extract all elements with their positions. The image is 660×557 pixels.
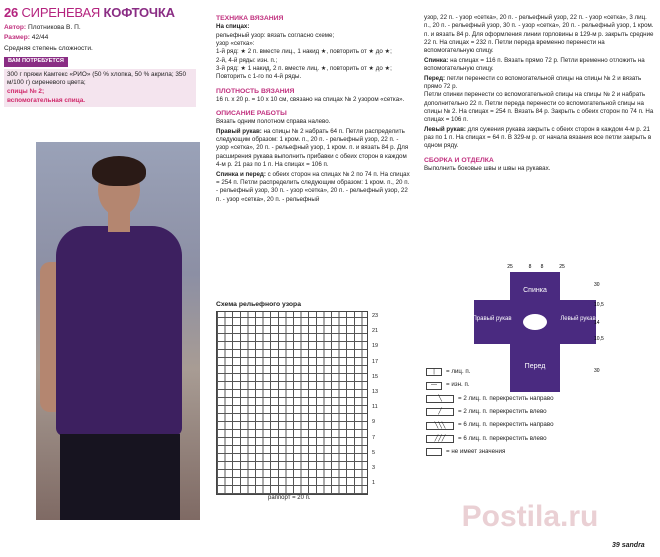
svg-text:14: 14 [594, 320, 600, 326]
legend-item: | = лиц. п. [426, 368, 656, 376]
svg-text:10,5: 10,5 [594, 336, 604, 342]
chart-row-number: 17 [372, 358, 379, 365]
materials-bar: ВАМ ПОТРЕБУЕТСЯ [4, 57, 68, 67]
density-heading: ПЛОТНОСТЬ ВЯЗАНИЯ [216, 87, 295, 95]
label-left-sleeve: Левый рукав [560, 316, 596, 322]
chart-row-number: 15 [372, 373, 379, 380]
svg-text:8: 8 [540, 264, 544, 270]
chart-rapport: раппорт = 20 п. [268, 495, 311, 501]
svg-text:10,5: 10,5 [594, 302, 604, 308]
author-line: Автор: Плотникова В. П. [4, 23, 81, 31]
chart-row-number: 1 [372, 480, 376, 487]
technique-column: ТЕХНИКА ВЯЗАНИЯ На спицах: рельефный узор: вязать согласно схеме; узор «сетка»: 1-й ряд: ★ 2 п. вместе лиц., 1 накид ★, повторить от ★ до ★; 2-й, 4-й ряды: изн. п.; 3-й ряд: ★ 1 накид, 2 п. вместе лиц. ★, повторить от ★ до ★; Повторить с 1-го по 4-й ряды. ПЛОТНОСТЬ ВЯЗАНИЯ 16 п. х 20 р. = 10 х 10 см, связано на спицах № 2 узором «сетка». ОПИСАНИЕ РАБОТЫ Вязать одним полотном справа налево. Правый рукав: на спицы № 2 набрать 64 п. Петли распределить следующим образом: 1 кром. п., 20 п. - рельефный узор, 22 п. - узор «сетка», 20 п. - рельефный узор, 1 кром. п. и вязать 84 р. Для расширения рукава выполнить прибавки с обеих сторон в каждом 4-м р. 21 раз по 1 п. На спицах = 106 п. Спинка и перед: с обеих сторон на спицах № 2 по 74 п. На спицах = 254 п. Петли распределить следующим образом: 1 кром. п., 20 п. - рельефный узор, 30 п. - узор «сетка», 20 п. - рельефный узор, 22 п. - узор «сетка», 20 п. - рельефный [216, 15, 410, 203]
work-heading: ОПИСАНИЕ РАБОТЫ [216, 110, 287, 118]
chart-row-number: 5 [372, 449, 376, 456]
chart-row-number: 19 [372, 343, 379, 350]
watermark: Postila.ru [461, 499, 599, 533]
label-right-sleeve: Правый рукав [472, 316, 512, 322]
legend-item: — = изн. п. [426, 381, 656, 389]
chart-row-number: 3 [372, 465, 376, 471]
article-title: 26 СИРЕНЕВАЯ КОФТОЧКА [4, 5, 175, 20]
assembly-heading: СБОРКА И ОТДЕЛКА [424, 156, 494, 164]
page-number: 39 sandra [612, 542, 645, 549]
svg-text:30: 30 [594, 282, 600, 288]
svg-text:8: 8 [528, 264, 532, 270]
legend-item: ╲ = 2 лиц. п. перекрестить направо [426, 395, 656, 403]
chart-row-number: 23 [372, 313, 379, 319]
label-front: Перед [524, 363, 546, 370]
chart-row-number: 7 [372, 434, 376, 441]
legend-item: ╱╱╱ = 6 лиц. п. перекрестить влево [426, 435, 656, 443]
model-photo [36, 142, 200, 520]
article-header [4, 4, 200, 107]
svg-text:30: 30 [594, 368, 600, 374]
chart-row-number: 9 [372, 419, 376, 426]
legend-item: ╲╲╲ = 6 лиц. п. перекрестить направо [426, 421, 656, 429]
technique-heading: ТЕХНИКА ВЯЗАНИЯ [216, 15, 284, 22]
chart-title: Схема рельефного узора [216, 301, 301, 308]
size-line: Размер: 42/44 [4, 34, 49, 42]
garment [56, 226, 182, 436]
chart-row-number: 21 [372, 328, 379, 335]
materials-box: 300 г пряжи Камтекс «РИО» (50 % хлопка, 50 % акрила; 350 м/100 г) сиреневого цвета; спицы № 2; вспомогательная спица. [4, 69, 196, 108]
legend-item: ╱ = 2 лиц. п. перекрестить влево [426, 408, 656, 416]
symbol-legend [426, 368, 656, 462]
difficulty-line: Средняя степень сложности. [4, 45, 93, 53]
svg-text:25: 25 [559, 264, 565, 270]
chart-row-number: 13 [372, 389, 379, 395]
legend-item: = не имеет значения [426, 448, 656, 456]
svg-text:25: 25 [507, 264, 513, 270]
chart-row-number: 11 [372, 404, 378, 411]
relief-chart-grid [216, 311, 368, 495]
label-back: Спинка [523, 287, 547, 294]
instructions-column: узор, 22 п. - узор «сетка», 20 п. - рельефный узор, 22 п. - узор «сетка», 3 лиц. п., 20 п. - рельефный узор, 30 п. - узор «сетка», 20 п. - рельефный узор, 1 кром. п. и вязать 84 р. Для оформления линии горловины в 129-м р. закрыть средние 22 п. На спицах = 232 п. Петли переда временно перенести на вспомогательную спицу. Спинка: на спицах = 116 п. Вязать прямо 72 р. Петли временно отложить на вспомогательную спицу. Перед: петли перенести со вспомогательной спицы на спицы № 2 и вязать прямо 72 р. Петли спинки перенести со вспомогательной спицы на спицы № 2 и набрать дополнительно 22 п. Петли переда перенести со вспомогательной спицы на спицы № 2. На спицах = 254 п. Вязать 84 р. Закрыть с обеих сторон по 74 п. На спицах = 106 п. Левый рукав: для сужения рукава закрыть с обеих сторон в каждом 4-м р. 21 раз по 1 п. На спицах = 64 п. В 329-м р. от начала вязания все петли закрыть в одном ряду. СБОРКА И ОТДЕЛКА Выполнить боковые швы и швы на рукавах. [424, 14, 654, 172]
